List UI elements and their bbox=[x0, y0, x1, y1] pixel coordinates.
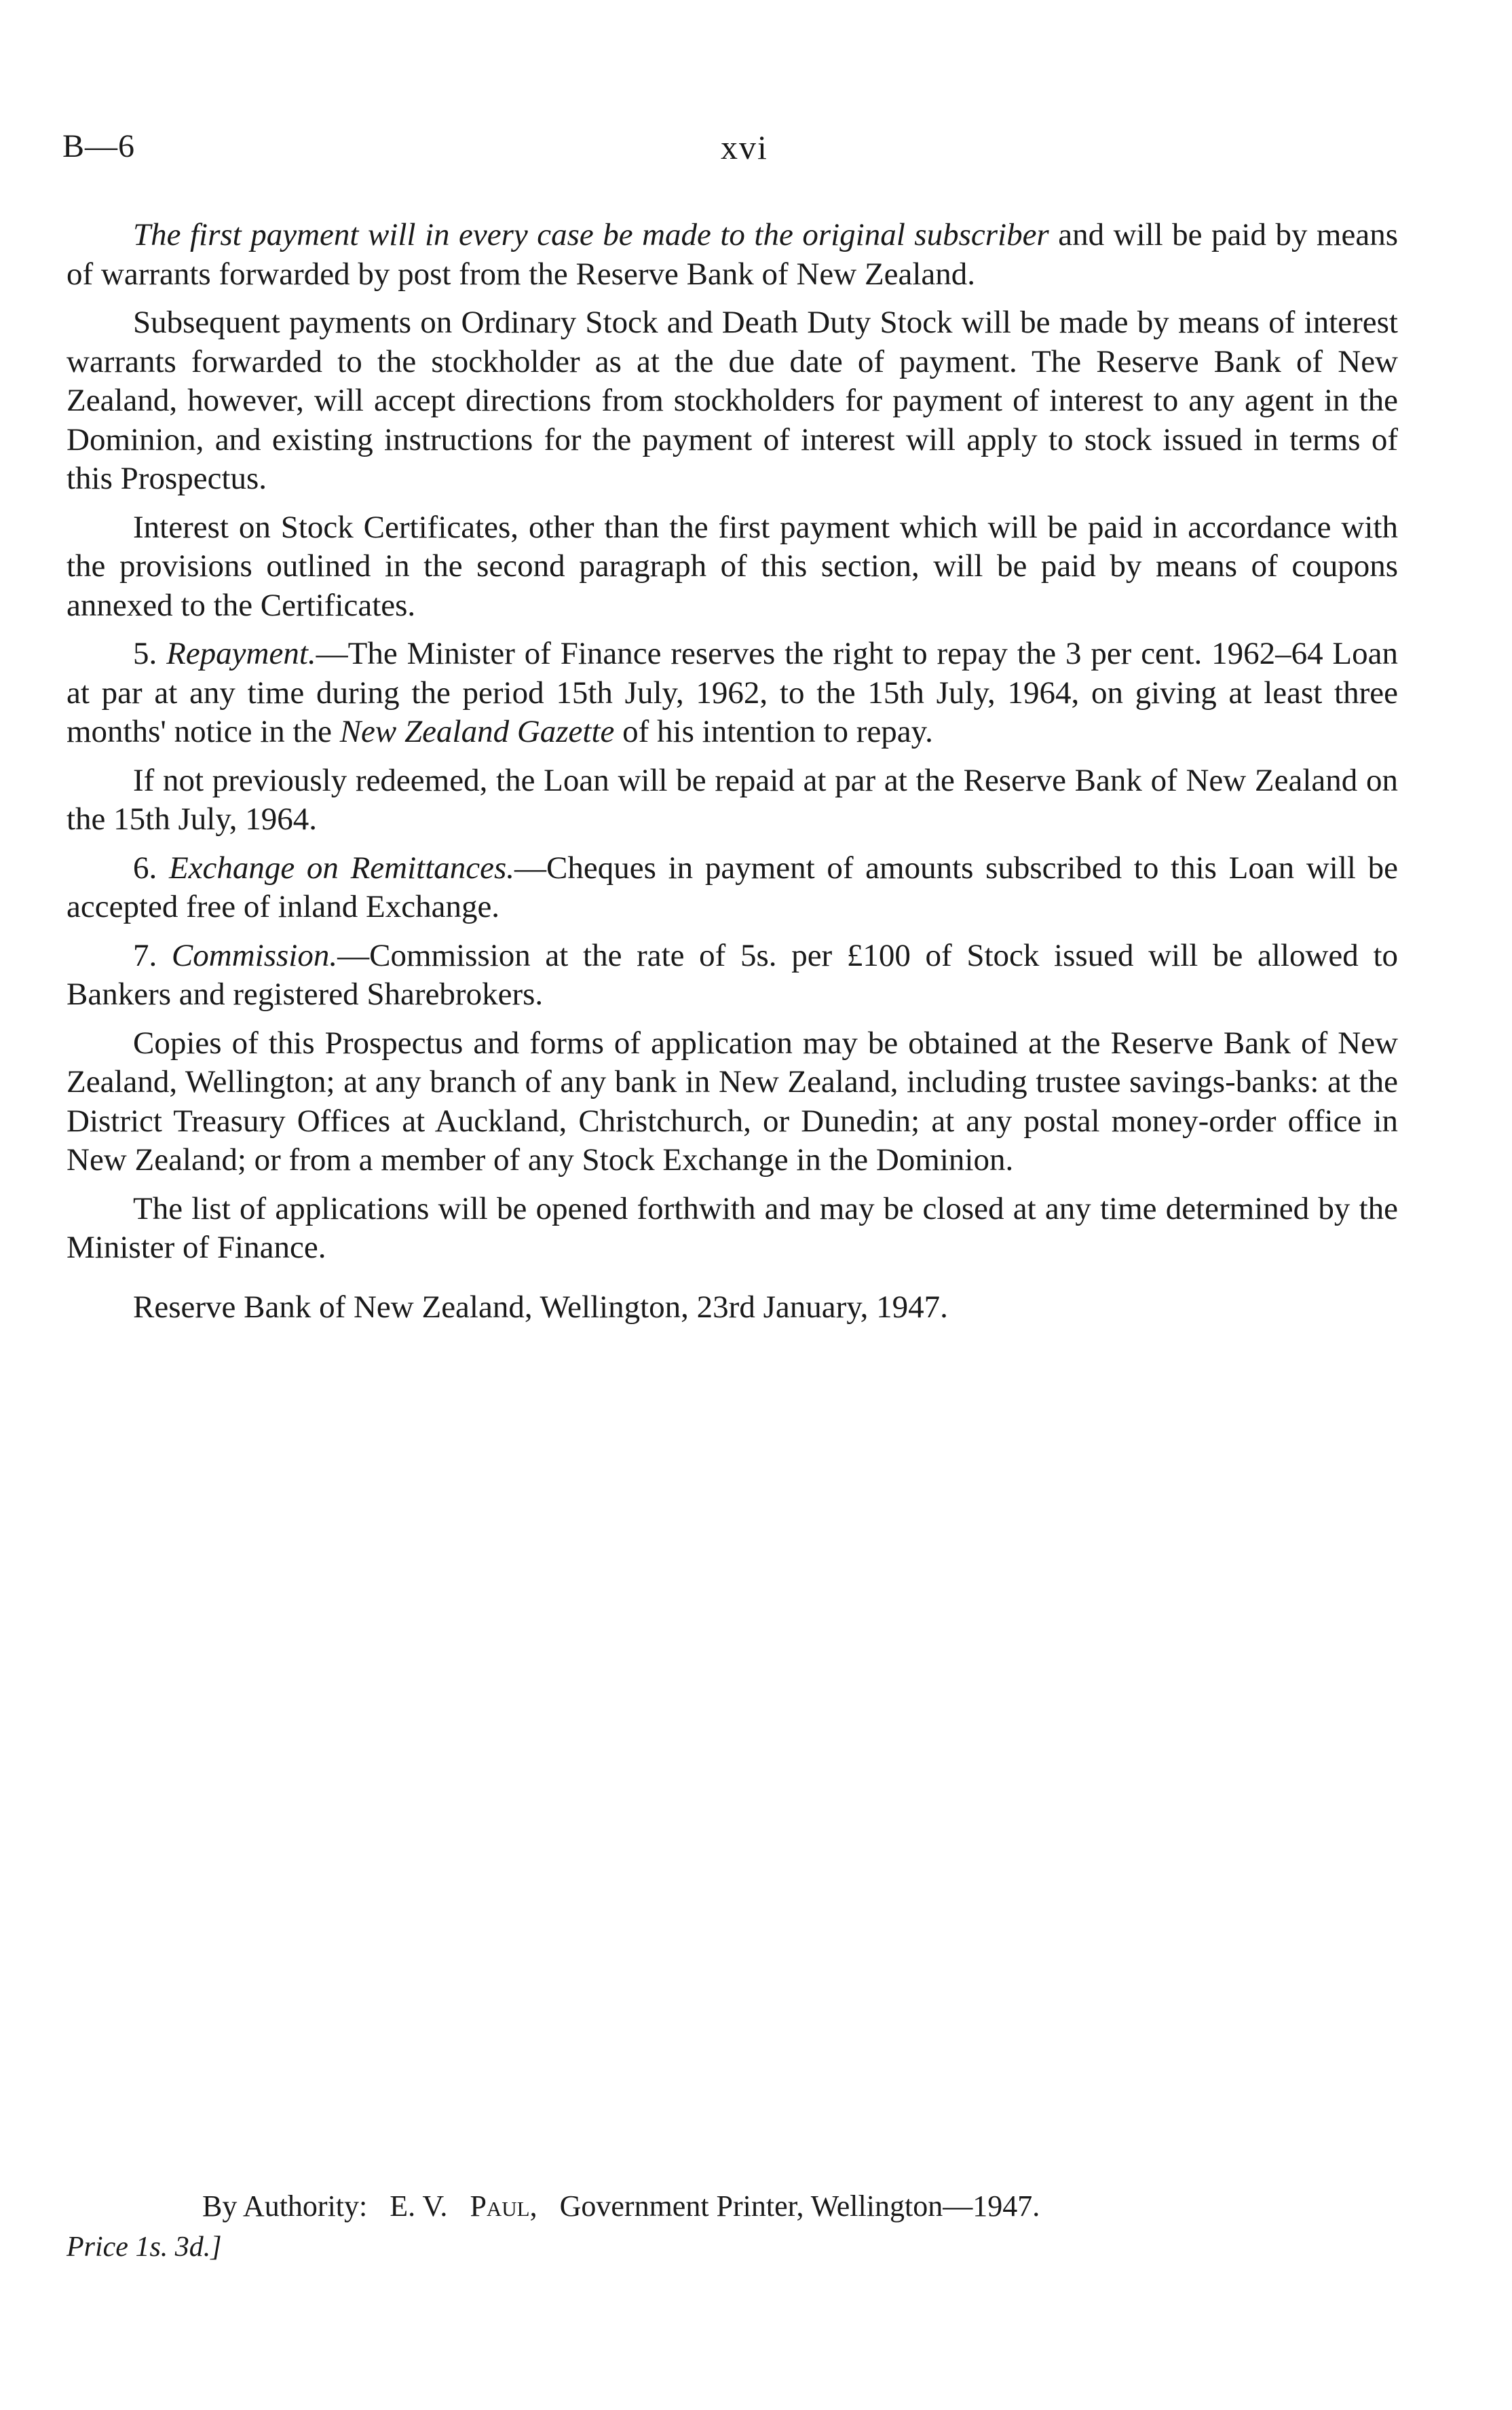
paragraph-exchange bbox=[67, 849, 1398, 927]
paragraph-redemption: If not previously redeemed, the Loan will be repaid at par at the Reserve Bank of New Zealand on the 15th July, 1964. bbox=[67, 762, 1398, 837]
repayment-text-b: of his intention to repay. bbox=[614, 714, 933, 749]
section-number: 6. bbox=[133, 850, 169, 886]
paragraph-copies: Copies of this Prospectus and forms of application may be obtained at the Reserve Bank of New Zealand, Wellington; at any branch of any bank in New Zealand, including trustee savings-banks: at the District Treasury Offices at Auckland, Christchurch, or Dunedin; at any postal money-order office in New Zealand; or from a member of any Stock Exchange in the Dominion. bbox=[67, 1025, 1398, 1178]
exchange-text: —Cheques in payment of amounts subscribed to this Loan will be accepted free of inland Exchange. bbox=[67, 850, 1399, 924]
prospectus-body bbox=[67, 216, 1398, 1336]
price-label: Price 1s. 3d.] bbox=[67, 2232, 222, 2263]
printer-imprint bbox=[202, 2189, 1055, 2223]
paragraph-subsequent-payments: Subsequent payments on Ordinary Stock and Death Duty Stock will be made by means of interest warrants forwarded to the stockholder as at the due date of payment. The Reserve Bank of New Zealand, however, will accept directions from stockholders for payment of interest to any agent in the Dominion, and existing instructions for the payment of interest will apply to stock issued in terms of this Prospectus. bbox=[67, 305, 1398, 496]
document-reference: B—6 bbox=[62, 128, 136, 164]
section-heading-exchange: Exchange on Remittances. bbox=[168, 850, 515, 886]
page-number: xvi bbox=[721, 128, 768, 166]
paragraph-applications: The list of applications will be opened forthwith and may be closed at any time determined by the Minister of Finance. bbox=[67, 1190, 1398, 1265]
paragraph-repayment bbox=[67, 635, 1398, 752]
section-heading-repayment: Repayment. bbox=[166, 636, 316, 671]
page-header bbox=[62, 128, 1440, 175]
paragraph-interest-certificates: Interest on Stock Certificates, other than the first payment which will be paid in accordance with the provisions outlined in the second paragraph of this section, will be paid by means of coupons annexed to the Certificates. bbox=[67, 509, 1398, 623]
section-number: 7. bbox=[133, 937, 172, 973]
commission-text: —Commission at the rate of 5s. per £100 of Stock issued will be allowed to Bankers and registered Sharebrokers. bbox=[67, 937, 1399, 1012]
printer-surname: Paul, bbox=[470, 2189, 537, 2223]
by-authority: By Authority: bbox=[202, 2189, 368, 2223]
first-payment-emphasis: The first payment will in every case be made to the original subscriber bbox=[133, 217, 1049, 252]
section-number: 5. bbox=[133, 636, 167, 671]
signoff-line: Reserve Bank of New Zealand, Wellington, 23rd January, 1947. bbox=[133, 1289, 948, 1325]
paragraph-first-payment bbox=[67, 216, 1398, 294]
paragraph-commission bbox=[67, 937, 1398, 1015]
repayment-text-a: —The Minister of Finance reserves the right to repay the 3 per cent. 1962–64 Loan at par at any time during the period 15th July, 1962, to the 15th July, 1964, on giving at least three months' notice in the bbox=[67, 636, 1398, 749]
first-payment-text: and will be paid by means of warrants forwarded by post from the Reserve Bank of New Zealand. bbox=[67, 217, 1398, 292]
printer-initials: E. V. bbox=[390, 2189, 448, 2223]
printer-details: Government Printer, Wellington—1947. bbox=[559, 2189, 1040, 2223]
section-heading-commission: Commission. bbox=[171, 937, 338, 973]
gazette-title: New Zealand Gazette bbox=[339, 714, 615, 749]
